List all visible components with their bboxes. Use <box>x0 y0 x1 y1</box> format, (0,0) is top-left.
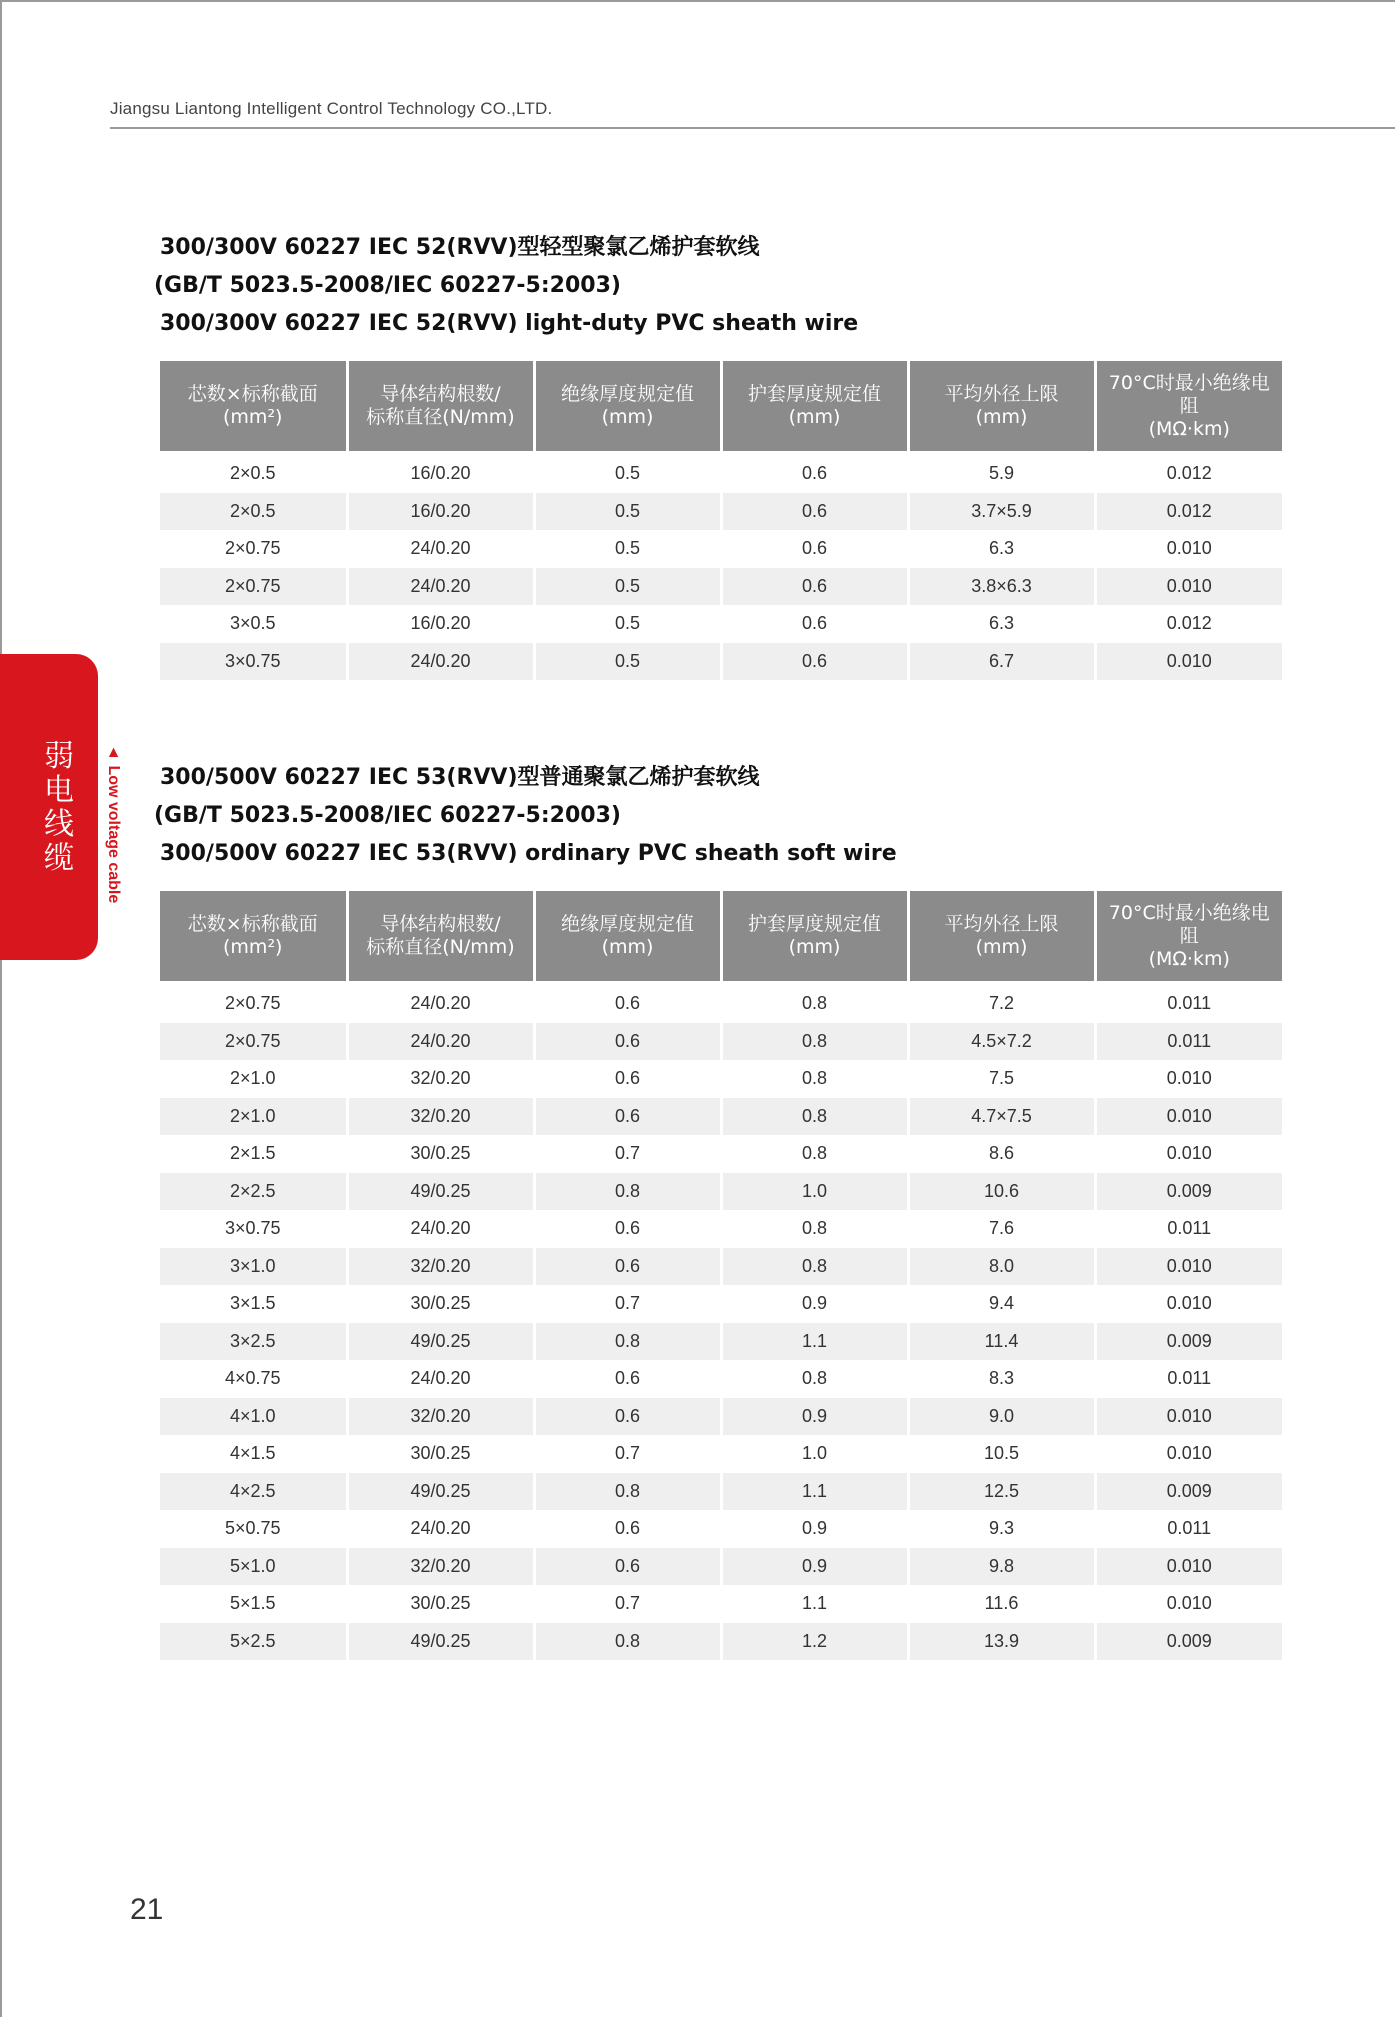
table-cell: 0.8 <box>534 1323 721 1361</box>
table-row <box>160 1173 1282 1211</box>
table-cell: 0.010 <box>1095 1098 1282 1136</box>
table-cell: 16/0.20 <box>347 605 534 643</box>
table-row <box>160 1548 1282 1586</box>
column-header-line: (mm²) <box>223 936 283 958</box>
table-cell: 0.010 <box>1166 1143 1212 1164</box>
table-cell: 0.010 <box>1095 568 1282 606</box>
table-cell: 0.012 <box>1166 613 1212 634</box>
table-cell: 0.011 <box>1167 1368 1212 1389</box>
table-cell: 32/0.20 <box>347 1398 534 1436</box>
table-cell: 3×0.75 <box>160 1210 347 1248</box>
company-name: Jiangsu Liantong Intelligent Control Technology CO.,LTD. <box>110 99 553 118</box>
table-cell: 0.011 <box>1167 1218 1212 1239</box>
table-cell: 9.8 <box>908 1548 1095 1586</box>
table-cell: 0.011 <box>1167 993 1212 1014</box>
table-cell: 4×0.75 <box>160 1360 347 1398</box>
table-cell: 0.6 <box>721 605 908 643</box>
column-header-line: 护套厚度规定值 <box>747 913 881 935</box>
section-title-cn: 300/300V 60227 IEC 52(RVV)型轻型聚氯乙烯护套软线 <box>160 235 760 260</box>
table-cell: 0.010 <box>1166 1593 1212 1614</box>
column-header-line: (mm) <box>788 406 841 428</box>
column-header <box>347 361 534 451</box>
column-header <box>1095 891 1282 981</box>
table-cell: 11.4 <box>908 1323 1095 1361</box>
column-header-line: 70°C时最小绝缘电阻 <box>1108 901 1270 947</box>
column-header-line: (mm) <box>788 936 841 958</box>
table-cell: 0.6 <box>534 1360 721 1398</box>
table-cell: 0.012 <box>1166 463 1212 484</box>
table-row <box>160 451 1282 493</box>
table-cell: 10.6 <box>908 1173 1095 1211</box>
table-cell: 6.3 <box>908 530 1095 568</box>
table-cell: 0.5 <box>534 493 721 531</box>
table-cell: 32/0.20 <box>347 1548 534 1586</box>
table-cell: 0.010 <box>1095 1398 1282 1436</box>
column-header-line: 标称直径(N/mm) <box>366 936 515 958</box>
column-header <box>534 361 721 451</box>
table-cell: 0.7 <box>534 1435 721 1473</box>
table-cell: 30/0.25 <box>347 1285 534 1323</box>
table-cell: 0.6 <box>534 981 721 1023</box>
table-cell: 9.0 <box>908 1398 1095 1436</box>
table-cell: 5.9 <box>908 451 1095 493</box>
section-title-en: 300/500V 60227 IEC 53(RVV) ordinary PVC sheath soft wire <box>160 841 897 866</box>
table-cell: 24/0.20 <box>347 1360 534 1398</box>
table-cell: 2×1.5 <box>160 1135 347 1173</box>
table-cell: 6.7 <box>908 643 1095 681</box>
page-number: 21 <box>130 1893 164 1926</box>
side-tab-label-cn: 弱电线缆 <box>44 739 74 876</box>
table-row <box>160 1510 1282 1548</box>
section-title-en: 300/300V 60227 IEC 52(RVV) light-duty PVC sheath wire <box>160 311 859 336</box>
table-cell: 0.5 <box>534 451 721 493</box>
table-cell: 0.009 <box>1095 1173 1282 1211</box>
column-header-line: (MΩ·km) <box>1148 947 1230 970</box>
column-header-line: 导体结构根数/ <box>380 913 501 935</box>
section-standard: (GB/T 5023.5-2008/IEC 60227-5:2003) <box>154 273 621 298</box>
table-cell: 7.5 <box>908 1060 1095 1098</box>
table-cell: 0.9 <box>721 1510 908 1548</box>
table-row <box>160 1135 1282 1173</box>
table-cell: 2×0.75 <box>160 981 347 1023</box>
column-header <box>347 891 534 981</box>
table-cell: 0.6 <box>721 643 908 681</box>
table-cell: 0.7 <box>534 1135 721 1173</box>
side-tab-label-en: ▲ Low voltage cable <box>105 744 122 904</box>
table-cell: 16/0.20 <box>347 451 534 493</box>
table-cell: 6.3 <box>908 605 1095 643</box>
table-cell: 2×1.0 <box>160 1060 347 1098</box>
table-cell: 7.2 <box>908 981 1095 1023</box>
table-row <box>160 1248 1282 1286</box>
table-cell: 2×1.0 <box>160 1098 347 1136</box>
table-cell: 0.6 <box>534 1098 721 1136</box>
table-cell: 1.1 <box>721 1323 908 1361</box>
table-cell: 0.5 <box>534 568 721 606</box>
table-cell: 0.8 <box>534 1173 721 1211</box>
table-cell: 0.6 <box>534 1510 721 1548</box>
table-cell: 2×2.5 <box>160 1173 347 1211</box>
table-body <box>160 451 1282 680</box>
table-row <box>160 605 1282 643</box>
table-cell: 0.010 <box>1095 1548 1282 1586</box>
table-cell: 30/0.25 <box>347 1135 534 1173</box>
table-cell: 5×2.5 <box>160 1623 347 1661</box>
column-header-line: 平均外径上限 <box>944 913 1059 935</box>
table-cell: 0.6 <box>534 1548 721 1586</box>
table-cell: 9.4 <box>908 1285 1095 1323</box>
table-cell: 49/0.25 <box>347 1323 534 1361</box>
table-cell: 7.6 <box>908 1210 1095 1248</box>
column-header-line: 平均外径上限 <box>944 383 1059 405</box>
table-row <box>160 568 1282 606</box>
table-cell: 9.3 <box>908 1510 1095 1548</box>
table-cell: 0.012 <box>1095 493 1282 531</box>
table-cell: 0.011 <box>1095 1023 1282 1061</box>
table-row <box>160 1435 1282 1473</box>
table-row <box>160 981 1282 1023</box>
table-cell: 12.5 <box>908 1473 1095 1511</box>
table-cell: 0.9 <box>721 1548 908 1586</box>
table-row <box>160 1623 1282 1661</box>
table-header-row <box>160 361 1282 451</box>
table-row <box>160 530 1282 568</box>
table-cell: 0.8 <box>721 1135 908 1173</box>
column-header-line: 芯数×标称截面 <box>187 383 318 405</box>
table-cell: 0.6 <box>721 451 908 493</box>
table-cell: 0.6 <box>534 1060 721 1098</box>
table-cell: 0.5 <box>534 530 721 568</box>
table-cell: 0.9 <box>721 1398 908 1436</box>
table-cell: 2×0.75 <box>160 530 347 568</box>
table-cell: 3.8×6.3 <box>908 568 1095 606</box>
column-header-line: (mm) <box>601 406 654 428</box>
table-cell: 49/0.25 <box>347 1173 534 1211</box>
table-cell: 0.5 <box>534 643 721 681</box>
column-header-line: 护套厚度规定值 <box>747 383 881 405</box>
table-cell: 0.6 <box>534 1248 721 1286</box>
table-cell: 24/0.20 <box>347 981 534 1023</box>
table-cell: 1.2 <box>721 1623 908 1661</box>
table-cell: 1.0 <box>721 1173 908 1211</box>
table-cell: 0.8 <box>721 1060 908 1098</box>
column-header-line: (mm) <box>975 936 1028 958</box>
table-row <box>160 1060 1282 1098</box>
table-cell: 0.6 <box>534 1398 721 1436</box>
table-row <box>160 1323 1282 1361</box>
table-cell: 0.5 <box>534 605 721 643</box>
header-rule <box>110 127 1395 129</box>
table-cell: 0.7 <box>534 1285 721 1323</box>
table-cell: 0.8 <box>721 1248 908 1286</box>
table-cell: 8.6 <box>908 1135 1095 1173</box>
column-header <box>908 361 1095 451</box>
table-row <box>160 1360 1282 1398</box>
table-cell: 0.6 <box>721 493 908 531</box>
table-cell: 24/0.20 <box>347 568 534 606</box>
table-cell: 24/0.20 <box>347 530 534 568</box>
table-cell: 3×0.5 <box>160 605 347 643</box>
column-header-line: 标称直径(N/mm) <box>366 406 515 428</box>
column-header <box>1095 361 1282 451</box>
table-cell: 30/0.25 <box>347 1435 534 1473</box>
table-cell: 0.8 <box>721 1360 908 1398</box>
table-cell: 0.8 <box>721 1023 908 1061</box>
section-title-cn: 300/500V 60227 IEC 53(RVV)型普通聚氯乙烯护套软线 <box>160 765 760 790</box>
table-cell: 0.8 <box>534 1623 721 1661</box>
column-header <box>534 891 721 981</box>
column-header <box>160 891 347 981</box>
table-cell: 49/0.25 <box>347 1473 534 1511</box>
column-header <box>721 361 908 451</box>
table-cell: 4×2.5 <box>160 1473 347 1511</box>
table-cell: 16/0.20 <box>347 493 534 531</box>
column-header-line: 绝缘厚度规定值 <box>560 913 694 935</box>
table-cell: 2×0.75 <box>160 568 347 606</box>
column-header-line: 绝缘厚度规定值 <box>560 383 694 405</box>
table-row <box>160 1210 1282 1248</box>
table-cell: 3×1.0 <box>160 1248 347 1286</box>
table-cell: 1.1 <box>721 1473 908 1511</box>
section-rvv-52 <box>154 229 1282 680</box>
column-header <box>721 891 908 981</box>
column-header-line: (mm) <box>601 936 654 958</box>
table-cell: 3.7×5.9 <box>908 493 1095 531</box>
table-cell: 0.010 <box>1095 1248 1282 1286</box>
table-row <box>160 1285 1282 1323</box>
table-cell: 30/0.25 <box>347 1585 534 1623</box>
column-header-line: 导体结构根数/ <box>380 383 501 405</box>
spec-table-1 <box>160 361 1282 680</box>
table-cell: 0.6 <box>534 1023 721 1061</box>
table-cell: 32/0.20 <box>347 1248 534 1286</box>
table-cell: 0.010 <box>1095 643 1282 681</box>
table-cell: 4.7×7.5 <box>908 1098 1095 1136</box>
table-cell: 24/0.20 <box>347 1210 534 1248</box>
spec-table-2 <box>160 891 1282 1660</box>
table-cell: 5×1.5 <box>160 1585 347 1623</box>
table-cell: 8.3 <box>908 1360 1095 1398</box>
table-cell: 3×2.5 <box>160 1323 347 1361</box>
table-cell: 32/0.20 <box>347 1098 534 1136</box>
section-rvv-53 <box>154 759 1282 1660</box>
table-header-row <box>160 891 1282 981</box>
column-header-line: (mm²) <box>223 406 283 428</box>
table-cell: 0.9 <box>721 1285 908 1323</box>
column-header <box>908 891 1095 981</box>
table-cell: 11.6 <box>908 1585 1095 1623</box>
table-cell: 5×1.0 <box>160 1548 347 1586</box>
table-cell: 5×0.75 <box>160 1510 347 1548</box>
table-row <box>160 1585 1282 1623</box>
table-cell: 24/0.20 <box>347 643 534 681</box>
table-cell: 1.1 <box>721 1585 908 1623</box>
table-body <box>160 981 1282 1660</box>
table-cell: 0.8 <box>721 1210 908 1248</box>
table-row <box>160 1098 1282 1136</box>
table-cell: 24/0.20 <box>347 1023 534 1061</box>
table-cell: 0.009 <box>1095 1323 1282 1361</box>
table-row <box>160 493 1282 531</box>
column-header-line: 70°C时最小绝缘电阻 <box>1108 371 1270 417</box>
column-header-line: 芯数×标称截面 <box>187 913 318 935</box>
table-cell: 0.8 <box>721 1098 908 1136</box>
table-cell: 32/0.20 <box>347 1060 534 1098</box>
table-cell: 0.009 <box>1095 1473 1282 1511</box>
table-cell: 0.8 <box>721 981 908 1023</box>
table-cell: 3×0.75 <box>160 643 347 681</box>
table-cell: 0.6 <box>534 1210 721 1248</box>
table-cell: 1.0 <box>721 1435 908 1473</box>
table-row <box>160 643 1282 681</box>
table-cell: 2×0.75 <box>160 1023 347 1061</box>
table-cell: 49/0.25 <box>347 1623 534 1661</box>
table-cell: 0.010 <box>1166 1068 1212 1089</box>
table-cell: 4×1.5 <box>160 1435 347 1473</box>
table-cell: 3×1.5 <box>160 1285 347 1323</box>
table-cell: 0.6 <box>721 530 908 568</box>
table-row <box>160 1473 1282 1511</box>
table-cell: 24/0.20 <box>347 1510 534 1548</box>
table-cell: 0.6 <box>721 568 908 606</box>
table-cell: 13.9 <box>908 1623 1095 1661</box>
table-cell: 0.8 <box>534 1473 721 1511</box>
table-cell: 2×0.5 <box>160 493 347 531</box>
column-header <box>160 361 347 451</box>
table-cell: 0.010 <box>1166 1443 1212 1464</box>
table-cell: 0.010 <box>1166 538 1212 559</box>
table-cell: 4×1.0 <box>160 1398 347 1436</box>
table-cell: 10.5 <box>908 1435 1095 1473</box>
table-cell: 2×0.5 <box>160 451 347 493</box>
table-cell: 0.010 <box>1166 1293 1212 1314</box>
table-cell: 0.7 <box>534 1585 721 1623</box>
table-cell: 0.011 <box>1167 1518 1212 1539</box>
column-header-line: (MΩ·km) <box>1148 417 1230 440</box>
table-row <box>160 1398 1282 1436</box>
table-row <box>160 1023 1282 1061</box>
section-standard: (GB/T 5023.5-2008/IEC 60227-5:2003) <box>154 803 621 828</box>
column-header-line: (mm) <box>975 406 1028 428</box>
table-cell: 4.5×7.2 <box>908 1023 1095 1061</box>
table-cell: 0.009 <box>1095 1623 1282 1661</box>
table-cell: 8.0 <box>908 1248 1095 1286</box>
